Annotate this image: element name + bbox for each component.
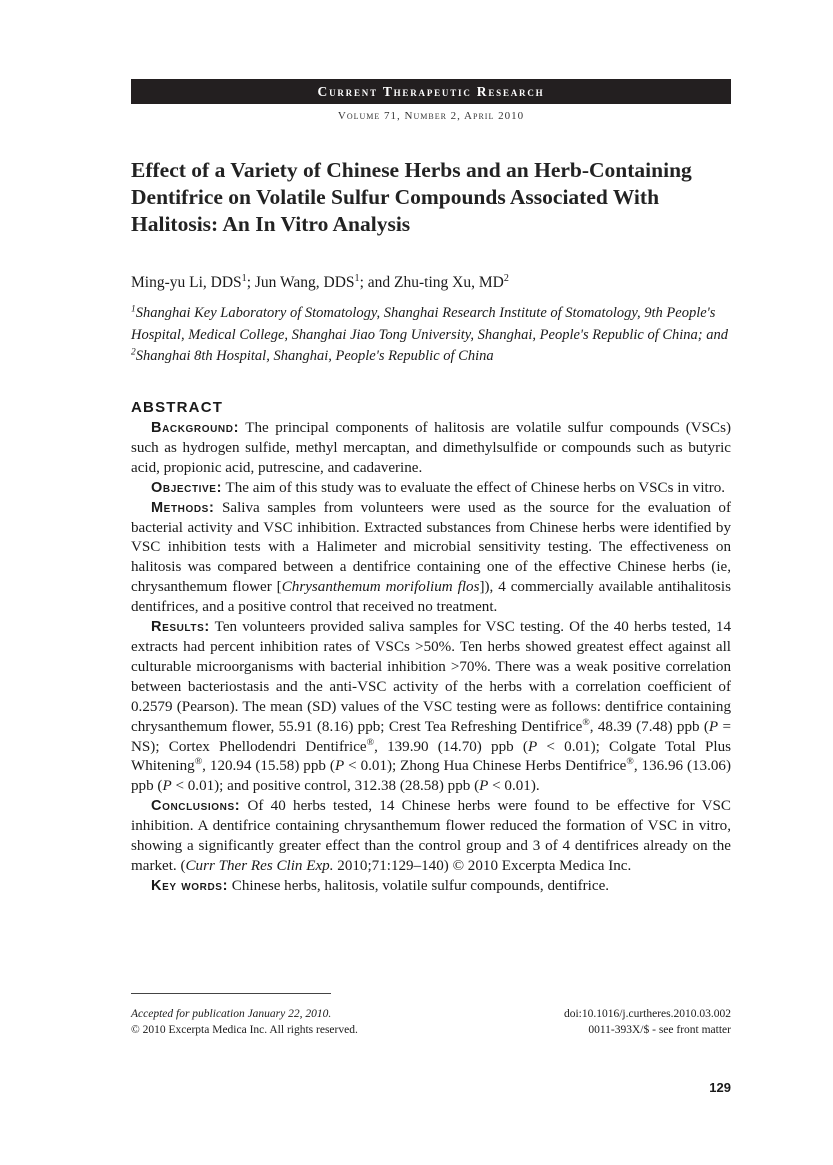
author-list: [131, 273, 731, 293]
section-label: Results:: [151, 619, 210, 636]
section-text: < 0.01).: [488, 778, 540, 795]
author-name: ; Jun Wang, DDS: [246, 274, 355, 291]
section-label: Key words:: [151, 877, 228, 894]
section-text: , 136.96 (13.06) ppb (: [131, 758, 732, 795]
abstract-conclusions: [131, 797, 731, 877]
affiliation-marker: 2: [131, 347, 136, 358]
journal-citation: Curr Ther Res Clin Exp.: [185, 857, 334, 874]
p-symbol: P: [708, 718, 719, 735]
p-symbol: P: [334, 758, 345, 775]
author-name: ; and Zhu-ting Xu, MD: [359, 274, 504, 291]
footnote-left: [131, 1006, 461, 1038]
issue-line: Volume 71, Number 2, April 2010: [337, 110, 525, 122]
affiliation-marker: 1: [131, 304, 136, 315]
issn-line: 0011-393X/$ - see front matter: [588, 1024, 731, 1036]
doi-link[interactable]: doi:10.1016/j.curtheres.2010.03.002: [563, 1008, 731, 1020]
page-number: 129: [709, 1080, 731, 1095]
registered-mark: ®: [582, 716, 590, 728]
affiliation-marker: 2: [503, 272, 509, 284]
abstract-keywords: [131, 877, 731, 897]
section-text: < 0.01); and positive control, 312.38 (28.58) ppb (: [171, 778, 480, 795]
section-text: ]), 4 commercially available antihalitosis dentifrices, and a positive control that received no treatment.: [131, 579, 731, 616]
registered-mark: ®: [366, 736, 375, 748]
p-symbol: P: [527, 738, 538, 755]
affiliation-marker: 1: [241, 272, 247, 284]
section-text: Saliva samples from volunteers were used as the source for the evaluation of bacterial activity and VSC inhibition. Extracted substances from Chinese herbs were identified by VSC inhibition tests with a Halimeter and microbial sensitivity testing. The effectiveness on halitosis was compared between a dentifrice containing one of the effective Chinese herbs (ie, chrysanthemum flower [: [131, 499, 731, 596]
registered-mark: ®: [626, 756, 634, 768]
registered-mark: ®: [194, 756, 203, 768]
section-text: = NS); Cortex Phellodendri Dentifrice: [131, 718, 731, 755]
section-text: Of 40 herbs tested, 14 Chinese herbs were found to be effective for VSC inhibition. A dentifrice containing chrysanthemum flower reduced the formation of VSC in vitro, showing a significantly greater effect than the control group and 3 of 4 dentifrices already on the market. (: [131, 798, 731, 874]
abstract-objective: [131, 479, 731, 499]
abstract: [131, 397, 731, 897]
section-text: Chinese herbs, halitosis, volatile sulfur compounds, dentifrice.: [228, 877, 610, 894]
author-name: Ming-yu Li, DDS: [131, 274, 242, 291]
section-text: The aim of this study was to evaluate the effect of Chinese herbs on VSCs in vitro.: [222, 479, 726, 496]
section-text: < 0.01); Colgate Total Plus Whitening: [131, 738, 731, 775]
section-label: Objective:: [151, 479, 223, 496]
abstract-methods: [131, 499, 731, 618]
section-text: Ten volunteers provided saliva samples for VSC testing. Of the 40 herbs tested, 14 extracts had percent inhibition rates of VSCs >50%. Ten herbs showed greatest effect against all culturable microorganisms with bacterial inhibition >70%. There was a weak positive correlation between bacteriostasis and the anti-VSC activity of the herbs with a correlation coefficient of 0.2579 (Pearson). The mean (SD) values of the VSC testing were as follows: dentifrice containing chrysanthemum flower, 55.91 (8.16) ppb; Crest Tea Refreshing Dentifrice: [131, 619, 731, 735]
affiliations: [131, 303, 731, 368]
section-text: , 139.90 (14.70) ppb (: [374, 738, 528, 755]
section-text: , 120.94 (15.58) ppb (: [202, 758, 335, 775]
section-label: Background:: [151, 420, 240, 436]
copyright-notice: © 2010 Excerpta Medica Inc. All rights reserved.: [131, 1024, 358, 1036]
section-label: Conclusions:: [151, 798, 241, 815]
section-label: Methods:: [151, 499, 215, 516]
acceptance-date: Accepted for publication January 22, 2010.: [131, 1008, 332, 1020]
species-name: Chrysanthemum morifolium flos: [281, 579, 480, 596]
abstract-heading: ABSTRACT: [131, 399, 224, 416]
article-title: Effect of a Variety of Chinese Herbs and an Herb-Containing Dentifrice on Volatile Sulfur Compounds Associated With Halitosis: An In Vitro Analysis: [131, 158, 692, 236]
section-text: , 48.39 (7.48) ppb (: [589, 718, 709, 735]
footnote-right: [431, 1006, 731, 1038]
section-text: < 0.01); Zhong Hua Chinese Herbs Dentifrice: [344, 758, 627, 775]
affiliation-text: Shanghai Key Laboratory of Stomatology, Shanghai Research Institute of Stomatology, 9th People's Hospital, Medical College, Shanghai Jiao Tong University, Shanghai, People's Republic of China; and: [131, 305, 729, 343]
abstract-results: [131, 618, 731, 797]
p-symbol: P: [479, 778, 489, 795]
footnote-divider: [131, 993, 331, 994]
section-text: The principal components of halitosis are volatile sulfur compounds (VSCs) such as hydrogen sulfide, methyl mercaptan, and dimethylsulfide or compounds such as butyric acid, propionic acid, putrescine, and cadaverine.: [131, 420, 731, 476]
section-text: 2010;71:129–140) © 2010 Excerpta Medica Inc.: [333, 857, 632, 874]
journal-header-bar: Current Therapeutic Research: [131, 79, 731, 104]
abstract-background: [131, 419, 731, 479]
affiliation-marker: 1: [354, 272, 360, 284]
p-symbol: P: [162, 778, 172, 795]
affiliation-text: Shanghai 8th Hospital, Shanghai, People's Republic of China: [135, 348, 494, 364]
